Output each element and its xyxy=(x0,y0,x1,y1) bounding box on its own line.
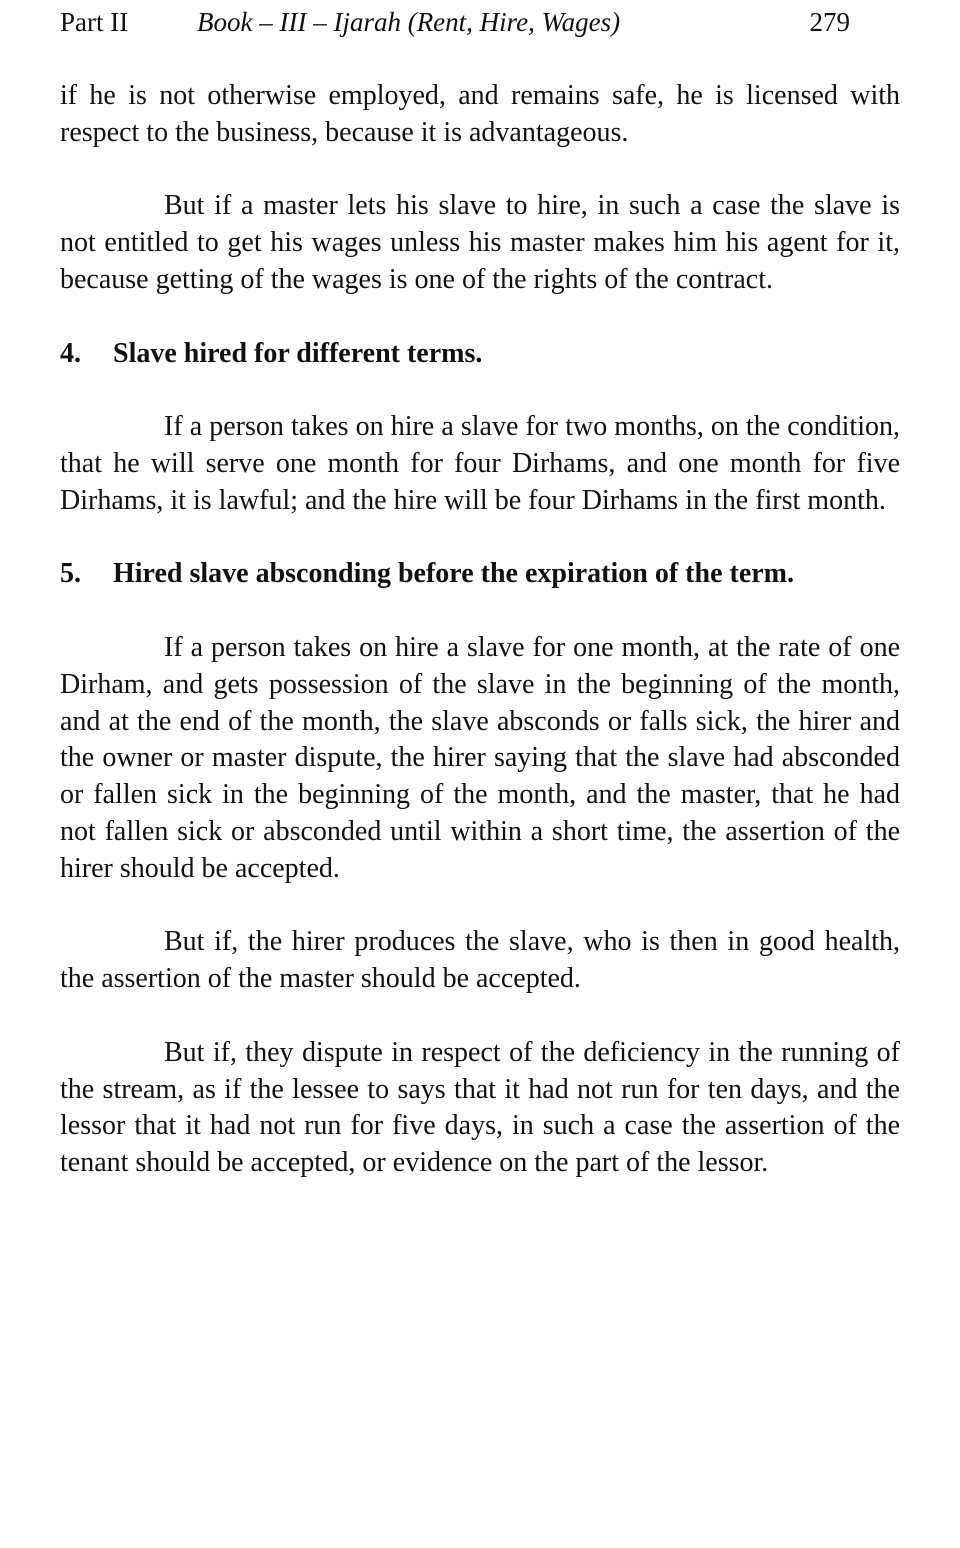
book-title: Book – III – Ijarah (Rent, Hire, Wages) xyxy=(197,7,621,37)
section-number: 5. xyxy=(60,558,81,590)
running-head xyxy=(60,4,850,40)
section-heading xyxy=(60,556,900,593)
paragraph: If a person takes on hire a slave for two months, on the condition, that he will serve one month for four Dirhams, and one month for five Dirhams, it is lawful; and the hire will be four Dirhams in the first month. xyxy=(60,411,900,516)
page-number: 279 xyxy=(809,7,850,37)
paragraph: But if a master lets his slave to hire, in such a case the slave is not entitled to get his wages unless his master makes him his agent for it, because getting of the wages is one of the rights of the contract. xyxy=(60,190,900,295)
body-text xyxy=(60,78,900,1219)
section-title: Hired slave absconding before the expiration of the term. xyxy=(113,558,795,590)
section-title: Slave hired for different terms. xyxy=(113,337,483,369)
part-label: Part II xyxy=(60,7,129,37)
section-number: 4. xyxy=(60,337,81,369)
paragraph: But if, they dispute in respect of the deficiency in the running of the stream, as if the lessee to says that it had not run for ten days, and the lessor that it had not run for five days, in such a case the assertion of the tenant should be accepted, or evidence on the part of the lessor. xyxy=(60,1036,900,1179)
paragraph: But if, the hirer produces the slave, who is then in good health, the assertion of the master should be accepted. xyxy=(60,926,900,995)
document-page xyxy=(60,0,900,1548)
section-heading xyxy=(60,336,900,373)
paragraph: if he is not otherwise employed, and remains safe, he is licensed with respect to the business, because it is advantageous. xyxy=(60,80,900,148)
paragraph: If a person takes on hire a slave for one month, at the rate of one Dirham, and gets possession of the slave in the beginning of the month, and at the end of the month, the slave absconds or falls sick, the hirer and the owner or master dispute, the hirer saying that the slave had absconded or fallen sick in the beginning of the month, and the master, that he had not fallen sick or absconded until within a short time, the assertion of the hirer should be accepted. xyxy=(60,631,900,884)
